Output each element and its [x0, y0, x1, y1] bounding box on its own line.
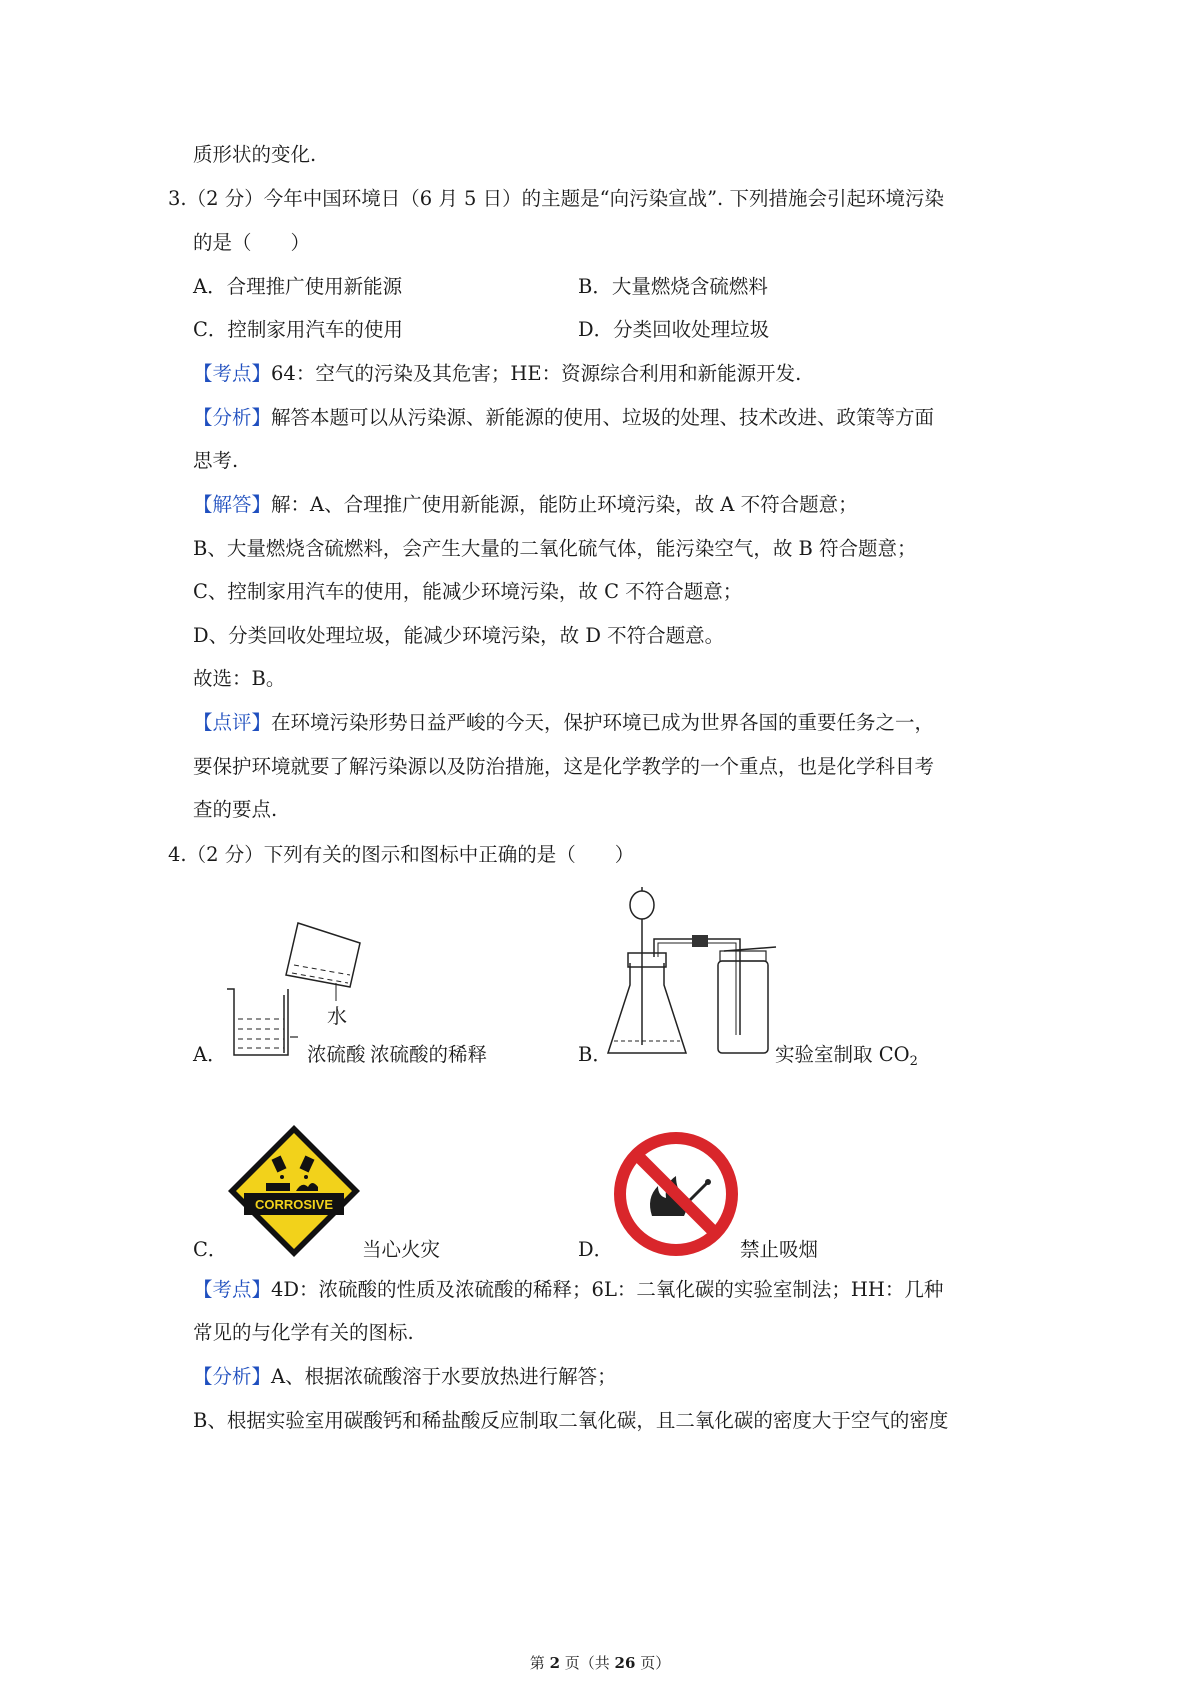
corrosive-sign-icon [226, 1123, 362, 1259]
kaodian-tag: 【考点】 [193, 362, 272, 385]
option-letter: D． [578, 318, 614, 341]
jieda-tag: 【解答】 [193, 493, 272, 516]
no-smoking-sign-icon [612, 1130, 740, 1258]
q4-fenxi [193, 1364, 617, 1390]
dianping-tag: 【点评】 [193, 711, 272, 734]
q4-option-c-letter: C． [193, 1238, 228, 1261]
q3-dianping-line2: 要保护环境就要了解污染源以及防治措施，这是化学教学的一个重点，也是化学科目考 [193, 755, 935, 778]
q3-jieda-c: C、控制家用汽车的使用，能减少环境污染，故 C 不符合题意； [193, 580, 743, 603]
option-letter: C． [193, 318, 228, 341]
kaodian-tag: 【考点】 [193, 1278, 272, 1301]
q4-option-b-caption [775, 1042, 918, 1068]
q3-option-b [578, 274, 768, 300]
fenxi-text: A、根据浓硫酸溶于水要放热进行解答； [271, 1365, 617, 1388]
caption-main: 实验室制取 CO [775, 1043, 910, 1066]
q4-kaodian-line2: 常见的与化学有关的图标. [193, 1321, 414, 1344]
dianping-text: 在环境污染形势日益严峻的今天，保护环境已成为世界各国的重要任务之一， [271, 711, 935, 734]
footer-page-number: 2 [549, 1654, 560, 1672]
corrosive-sign-text: CORROSIVE [254, 1197, 334, 1212]
option-text: 分类回收处理垃圾 [613, 318, 770, 341]
q4-option-c-caption: 当心火灾 [362, 1238, 441, 1261]
caption-sub: 2 [909, 1054, 918, 1069]
page-footer [0, 1653, 1200, 1673]
footer-total-pages: 26 [614, 1654, 636, 1672]
co2-apparatus-figure [600, 885, 780, 1065]
q4-option-a-letter: A． [193, 1043, 227, 1066]
fenxi-tag: 【分析】 [193, 406, 272, 429]
q4-option-b-letter: B． [578, 1043, 612, 1066]
fenxi-tag: 【分析】 [193, 1365, 272, 1388]
acid-label: 浓硫酸 [307, 1043, 366, 1066]
q3-guxuan: 故选：B。 [193, 667, 286, 690]
footer-prefix: 第 [529, 1654, 550, 1672]
option-text: 大量燃烧含硫燃料 [611, 275, 768, 298]
water-label: 水 [327, 1004, 347, 1028]
footer-suffix: 页） [635, 1654, 671, 1672]
q3-jieda [193, 492, 858, 518]
q3-stem-line1: 3.（2 分）今年中国环境日（6 月 5 日）的主题是“向污染宣战”. 下列措施会引起环境污染 [168, 187, 944, 210]
q3-jieda-b: B、大量燃烧含硫燃料，会产生大量的二氧化硫气体，能污染空气，故 B 符合题意； [193, 537, 917, 560]
kaodian-text: 4D：浓硫酸的性质及浓硫酸的稀释；6L：二氧化碳的实验室制法；HH：几种 [271, 1278, 944, 1301]
q4-option-a-caption: 浓硫酸的稀释 [370, 1043, 488, 1066]
q4-kaodian [193, 1277, 943, 1303]
q3-jieda-d: D、分类回收处理垃圾，能减少环境污染，故 D 不符合题意。 [193, 624, 725, 647]
kaodian-text: 64：空气的污染及其危害；HE：资源综合利用和新能源开发. [271, 362, 802, 385]
option-letter: B． [578, 275, 612, 298]
continuation-text: 质形状的变化. [193, 143, 317, 166]
option-text: 合理推广使用新能源 [226, 275, 403, 298]
q3-dianping-line3: 查的要点. [193, 798, 278, 821]
footer-middle: 页（共 [560, 1654, 615, 1672]
jieda-text: 解：A、合理推广使用新能源，能防止环境污染，故 A 不符合题意； [271, 493, 858, 516]
q3-fenxi [193, 405, 934, 431]
q3-dianping [193, 710, 934, 736]
q4-option-d-caption: 禁止吸烟 [740, 1238, 819, 1261]
q3-option-a [193, 274, 402, 300]
q4-stem: 4.（2 分）下列有关的图示和图标中正确的是（ ） [168, 843, 635, 866]
q3-kaodian [193, 361, 801, 387]
q4-fenxi-b: B、根据实验室用碳酸钙和稀盐酸反应制取二氧化碳，且二氧化碳的密度大于空气的密度 [193, 1409, 949, 1432]
q3-fenxi-line2: 思考. [193, 449, 239, 472]
fenxi-text: 解答本题可以从污染源、新能源的使用、垃圾的处理、技术改进、政策等方面 [271, 406, 935, 429]
q4-option-d-letter: D． [578, 1238, 614, 1261]
option-letter: A． [193, 275, 227, 298]
q3-option-d [578, 317, 769, 343]
q3-option-c [193, 317, 403, 343]
q3-stem-line2: 的是（ ） [193, 231, 311, 254]
option-text: 控制家用汽车的使用 [227, 318, 403, 341]
